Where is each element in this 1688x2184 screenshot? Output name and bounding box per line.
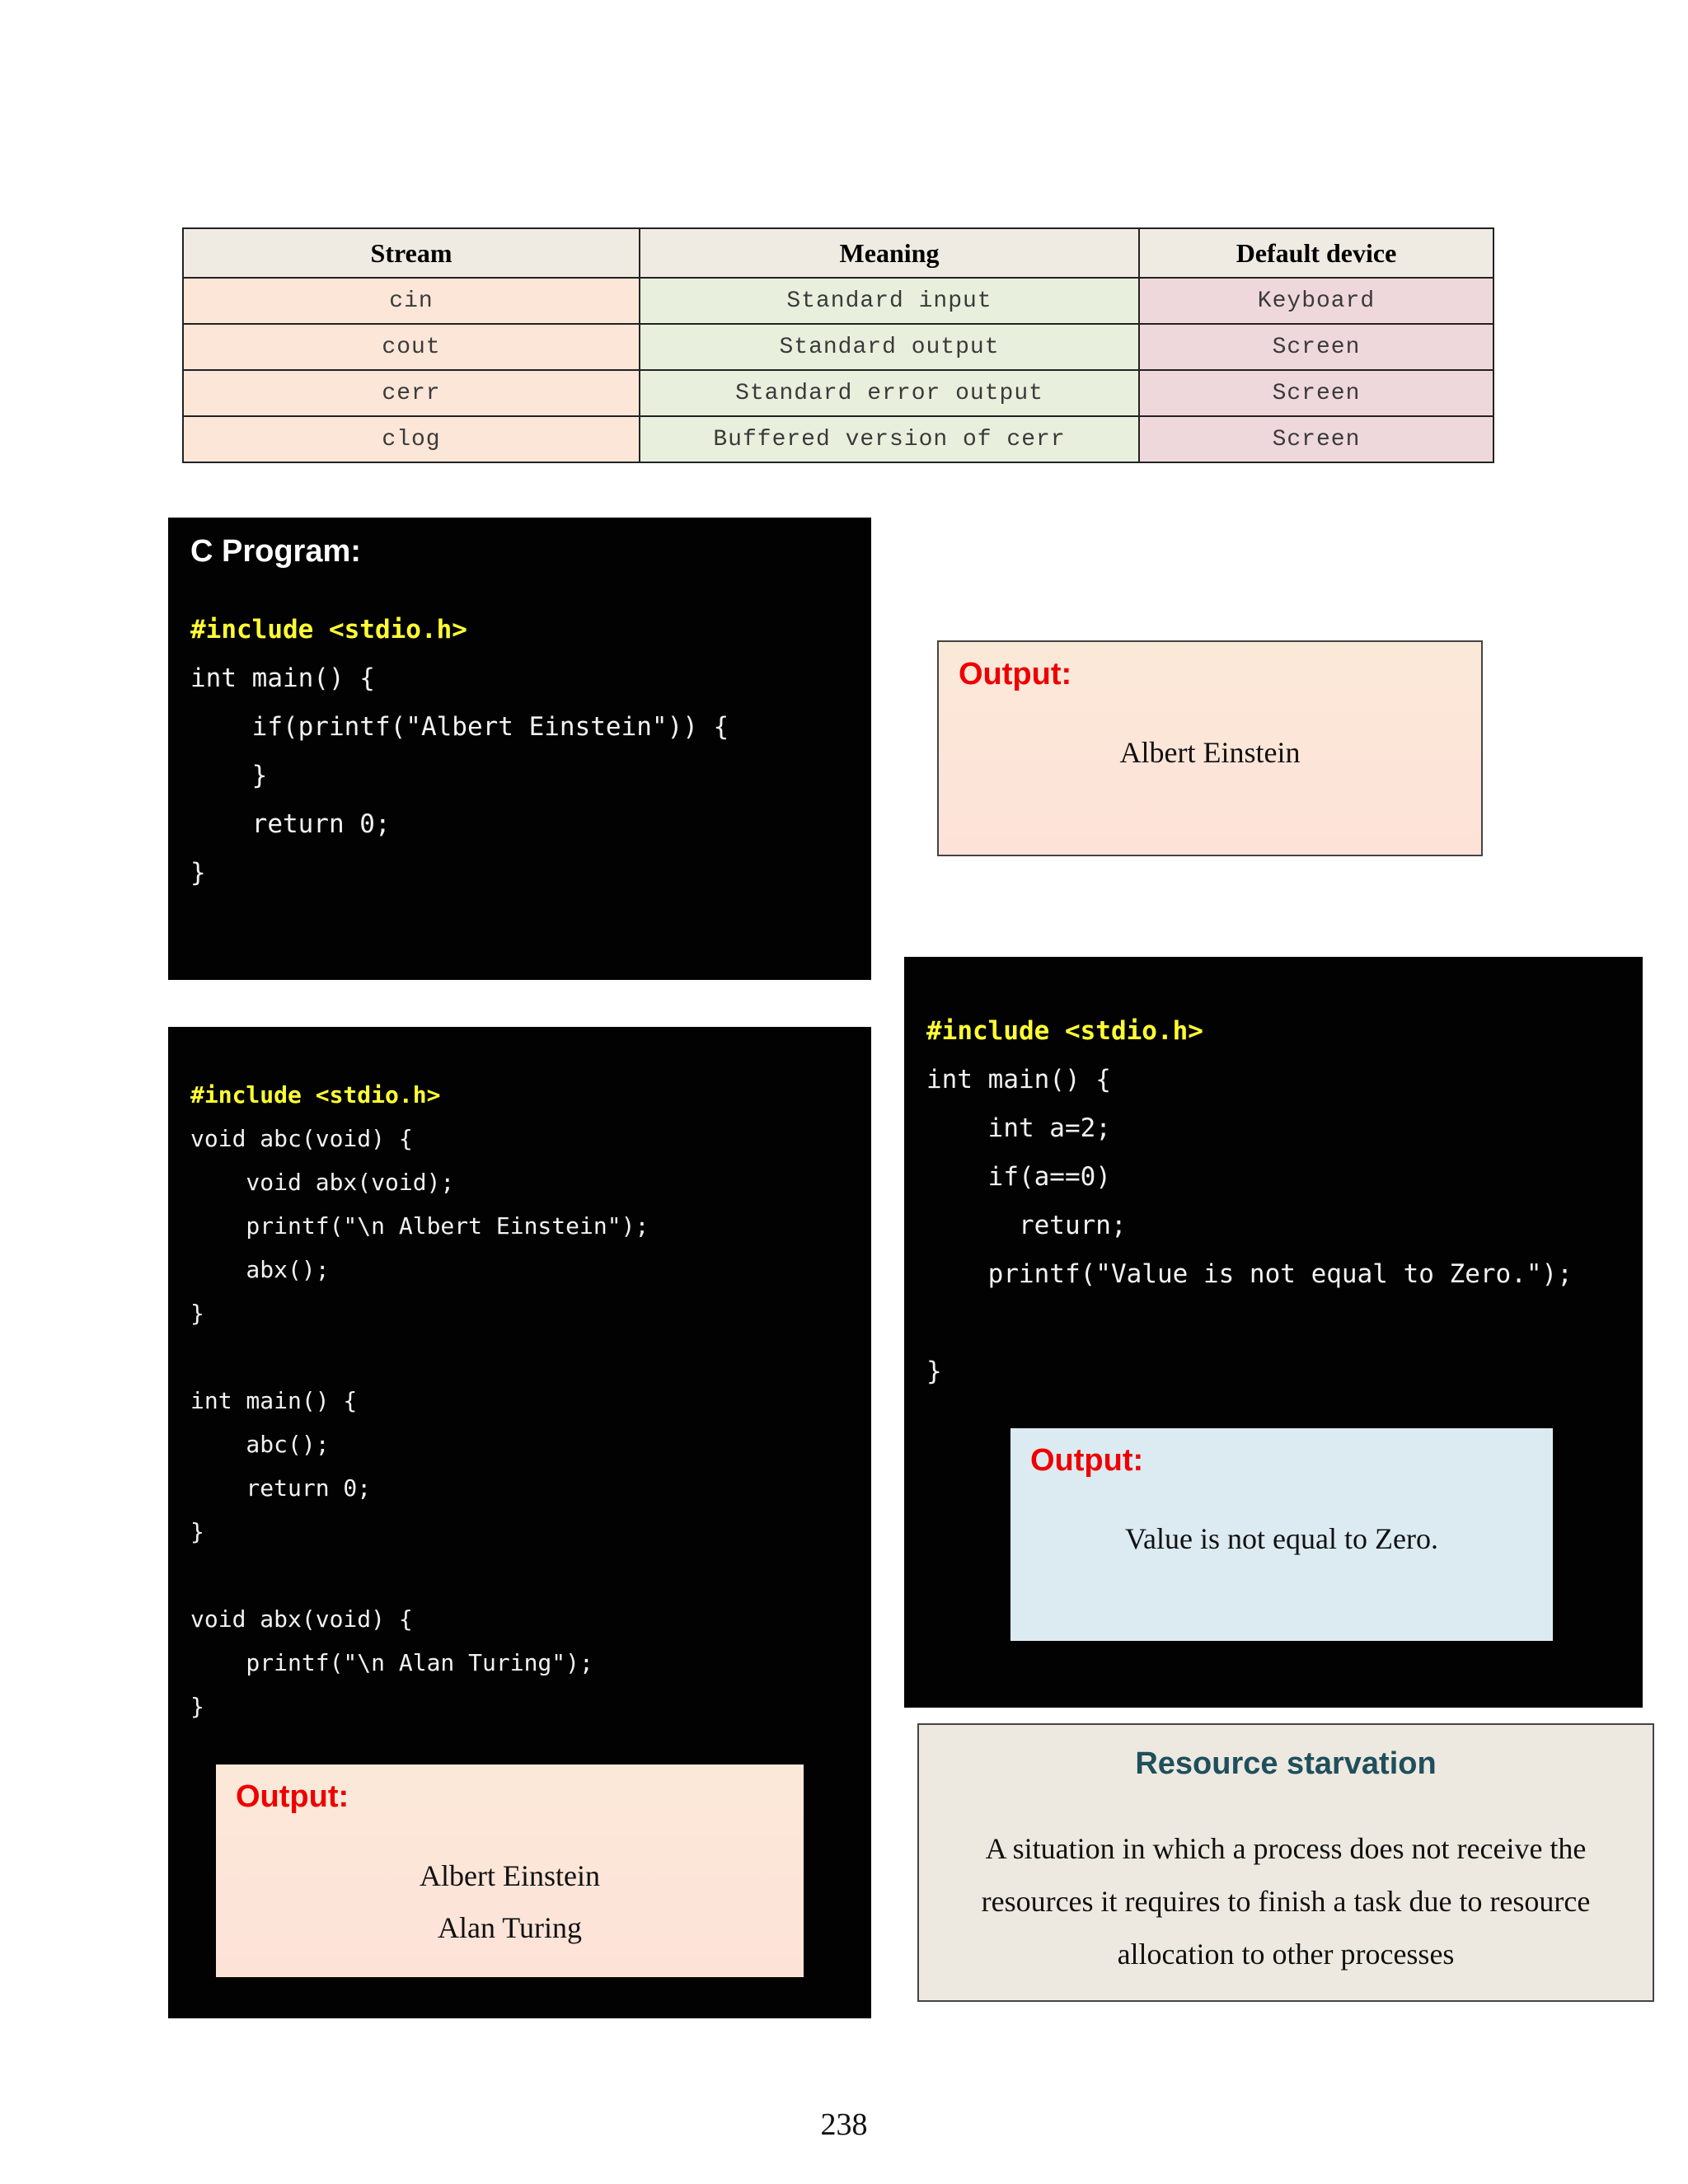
code-line: return 0; [190, 1474, 372, 1502]
output-text: Albert Einstein [1119, 736, 1301, 769]
table-row [183, 370, 1493, 416]
table-cell: Standard output [640, 324, 1139, 370]
code-line: int main() { [190, 663, 375, 693]
table-header: Meaning [640, 228, 1139, 278]
code-line: int main() { [926, 1065, 1111, 1094]
code-line: } [190, 1300, 204, 1327]
table-cell: Standard error output [640, 370, 1139, 416]
output-text: Albert Einstein [420, 1859, 600, 1892]
code-line: printf("Value is not equal to Zero."); [926, 1259, 1573, 1289]
table-row [183, 416, 1493, 462]
code-line: void abx(void); [190, 1169, 455, 1196]
code-line: printf("\n Albert Einstein"); [190, 1212, 649, 1240]
table-header: Default device [1139, 228, 1493, 278]
table-cell: Screen [1139, 370, 1493, 416]
table-cell: clog [183, 416, 640, 462]
code-block-program2 [168, 1027, 871, 2018]
definition-title: Resource starvation [1135, 1746, 1437, 1781]
code-line: abx(); [190, 1256, 330, 1283]
definition-text: A situation in which a process does not receive the resources it requires to finish a task due to resource allocation to other processes [981, 1832, 1591, 1971]
code-line: } [190, 858, 206, 888]
output-box-program2 [216, 1765, 804, 1977]
code-line: return; [926, 1211, 1127, 1240]
stream-table [182, 227, 1494, 463]
output-text: Alan Turing [437, 1911, 583, 1944]
table-cell: cout [183, 324, 640, 370]
code-line: return 0; [190, 809, 391, 839]
code-line: #include <stdio.h> [926, 1016, 1203, 1046]
code-line: if(a==0) [926, 1162, 1111, 1192]
output-box-program1 [937, 640, 1483, 856]
table-cell: Screen [1139, 416, 1493, 462]
code-line: #include <stdio.h> [190, 615, 467, 644]
code-block-program3 [904, 957, 1643, 1708]
code-line: void abc(void) { [190, 1125, 413, 1152]
table-cell: cerr [183, 370, 640, 416]
code-line: } [190, 761, 268, 790]
code-block-program1 [168, 518, 871, 980]
table-cell: Keyboard [1139, 278, 1493, 324]
table-row [183, 324, 1493, 370]
definition-box [917, 1723, 1654, 2002]
code-line: int main() { [190, 1387, 358, 1414]
table-cell: cin [183, 278, 640, 324]
code-line: abc(); [190, 1431, 330, 1458]
output-label: Output: [236, 1779, 349, 1814]
table-cell: Standard input [640, 278, 1139, 324]
table-cell: Buffered version of cerr [640, 416, 1139, 462]
code-line: if(printf("Albert Einstein")) { [190, 712, 729, 742]
table-cell: Screen [1139, 324, 1493, 370]
code-line: int a=2; [926, 1113, 1111, 1143]
code-line: } [926, 1357, 942, 1386]
page-number: 238 [820, 2107, 868, 2142]
code-line: #include <stdio.h> [190, 1081, 441, 1108]
table-row [183, 278, 1493, 324]
code-line: void abx(void) { [190, 1605, 413, 1633]
code-line: } [190, 1693, 204, 1720]
code-block-title: C Program: [190, 534, 361, 569]
code-line: } [190, 1518, 204, 1545]
table-header-row [183, 228, 1493, 278]
code-line: printf("\n Alan Turing"); [190, 1649, 593, 1676]
output-label: Output: [1030, 1443, 1144, 1478]
output-box-program3 [1010, 1428, 1553, 1641]
output-text: Value is not equal to Zero. [1125, 1522, 1438, 1555]
output-label: Output: [959, 657, 1072, 691]
table-header: Stream [183, 228, 640, 278]
